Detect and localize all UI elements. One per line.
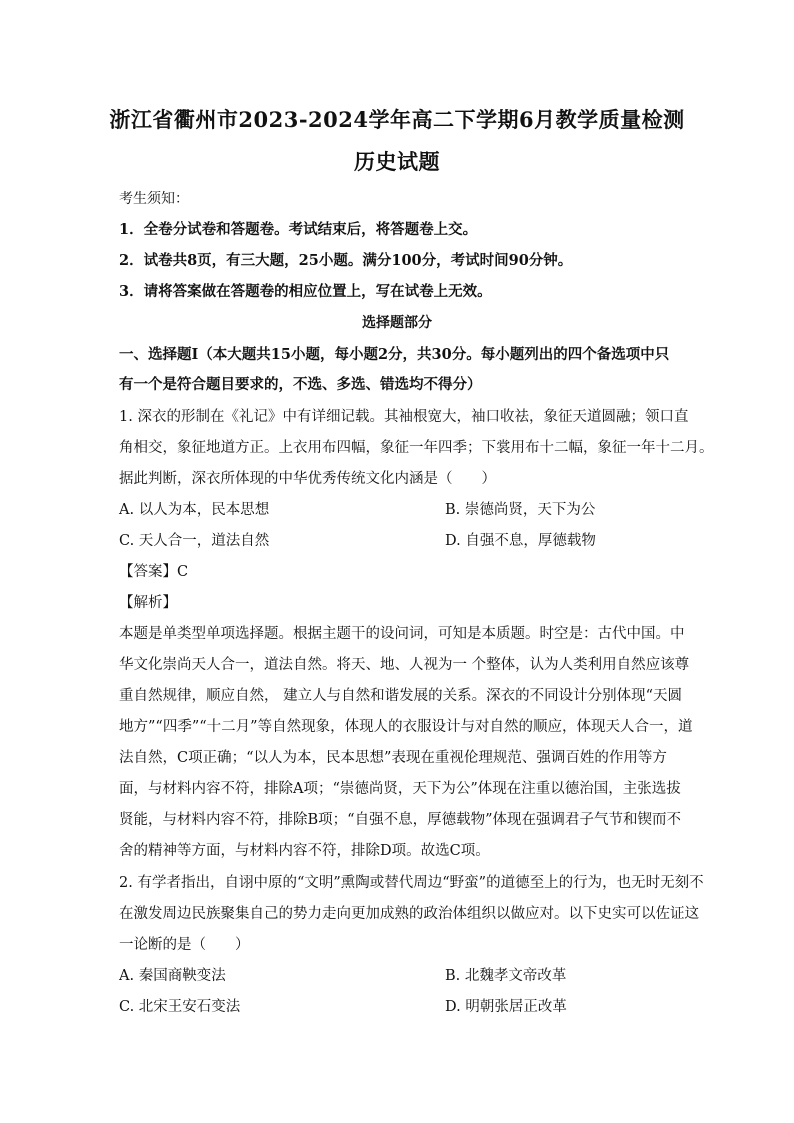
- notice-heading: 考生须知：: [119, 191, 189, 207]
- page-title: 浙江省衢州市2023-2024学年高二下学期6月教学质量检测: [109, 107, 685, 132]
- analysis-line: 重自然规律，顺应自然， 建立人与自然和谐发展的关系。深衣的不同设计分别体现“天圆: [119, 688, 683, 704]
- analysis-line: 本题是单类型单项选择题。根据主题干的设问词，可知是本质题。时空是：古代中国。中: [119, 626, 685, 642]
- analysis-line: 地方”“四季”“十二月”等自然现象，体现人的衣服设计与对自然的顺应，体现天人合一，道: [119, 719, 693, 735]
- question-stem: 角相交，象征地道方正。上衣用布四幅，象征一年四季；下裳用布十二幅，象征一年十二月。: [119, 440, 714, 456]
- section-title: 选择题部分: [362, 315, 432, 331]
- section-instruction: 有一个是符合题目要求的，不选、多选、错选均不得分）: [119, 376, 482, 393]
- option-a: A. 秦国商鞅变法: [119, 968, 226, 984]
- option-b: B. 崇德尚贤，天下为公: [445, 502, 596, 518]
- option-c: C. 天人合一，道法自然: [119, 533, 270, 549]
- notice-item: 2．试卷共8页，有三大题，25小题。满分100分，考试时间90分钟。: [119, 252, 573, 269]
- question-stem: 2. 有学者指出，自诩中原的“文明”熏陶或替代周边“野蛮”的道德至上的行为，也无时无刻不: [119, 875, 704, 891]
- analysis-line: 舍的精神等方面，与材料内容不符，排除D项。故选C项。: [119, 843, 490, 859]
- option-d: D. 明朝张居正改革: [445, 999, 567, 1015]
- question-stem: 1. 深衣的形制在《礼记》中有详细记载。其袖根宽大，袖口收祛，象征天道圆融；领口直: [119, 409, 689, 425]
- analysis-line: 华文化崇尚天人合一，道法自然。将天、地、人视为一 个整体，认为人类利用自然应该尊: [119, 657, 690, 673]
- analysis-line: 法自然，C项正确；“以人为本，民本思想”表现在重视伦理规范、强调百姓的作用等方: [119, 750, 667, 766]
- option-c: C. 北宋王安石变法: [119, 999, 241, 1015]
- answer-label: 【答案】C: [119, 564, 189, 580]
- question-stem: 一论断的是（ ）: [119, 937, 250, 953]
- notice-item: 1．全卷分试卷和答题卷。考试结束后，将答题卷上交。: [119, 221, 478, 238]
- question-stem: 在激发周边民族聚集自己的势力走向更加成熟的政治体组织以做应对。以下史实可以佐证这: [119, 906, 699, 922]
- analysis-line: 面，与材料内容不符，排除A项；“崇德尚贤，天下为公”体现在注重以德治国，主张选拔: [119, 781, 681, 797]
- section-instruction: 一、选择题Ⅰ（本大题共15小题，每小题2分，共30分。每小题列出的四个备选项中只: [119, 346, 670, 363]
- notice-item: 3．请将答案做在答题卷的相应位置上，写在试卷上无效。: [119, 283, 492, 300]
- option-b: B. 北魏孝文帝改革: [445, 968, 567, 984]
- question-stem: 据此判断，深衣所体现的中华优秀传统文化内涵是（ ）: [119, 471, 496, 487]
- option-a: A. 以人为本，民本思想: [119, 502, 270, 518]
- analysis-line: 贤能，与材料内容不符，排除B项；“自强不息，厚德载物”体现在强调君子气节和锲而不: [119, 812, 681, 828]
- option-d: D. 自强不息，厚德载物: [445, 533, 596, 549]
- analysis-heading: 【解析】: [119, 595, 177, 611]
- page-subtitle: 历史试题: [354, 149, 440, 174]
